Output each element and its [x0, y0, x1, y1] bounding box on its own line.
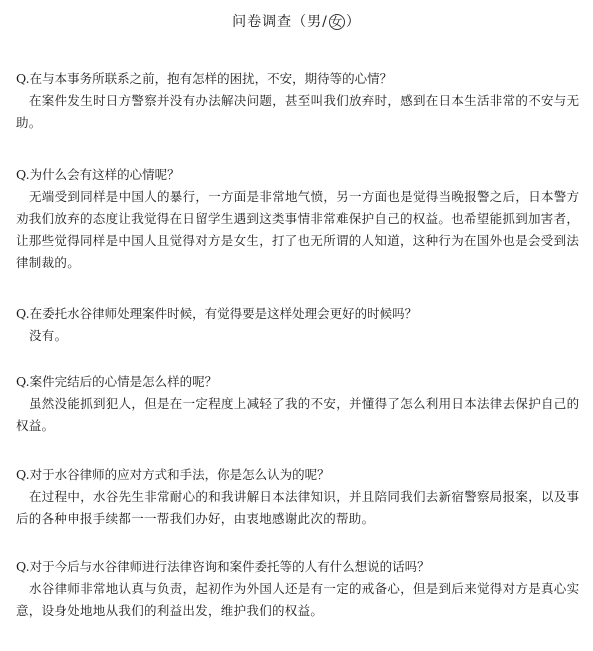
question-2: Q.为什么会有这样的心情呢？ [16, 167, 180, 182]
answer-1: 在案件发生时日方警察并没有办法解决问题，甚至叫我们放弃时，感到在日本生活非常的不安与无助。 [16, 93, 580, 130]
answer-4: 虽然没能抓到犯人，但是在一定程度上减轻了我的不安，并懂得了怎么利用日本法律去保护自己的权益。 [16, 396, 580, 433]
answer-6: 水谷律师非常地认真与负责，起初作为外国人还是有一定的戒备心，但是到后来觉得对方是真心实意，设身处地地从我们的利益出发，维护我们的权益。 [16, 581, 580, 618]
title-open-paren: （男/ [292, 14, 328, 30]
title-text: 问卷调查 [232, 14, 293, 30]
qa-block-1 [16, 68, 581, 134]
answer-2: 无端受到同样是中国人的暴行，一方面是非常地气愤，另一方面也是觉得当晚报警之后，日本警方劝我们放弃的态度让我觉得在日留学生遇到这类事情非常难保护自己的权益。也希望能抓到加害者，让那些觉得同样是中国人且觉得对方是女生，打了也无所谓的人知道，这种行为在国外也是会受到法律制裁的。 [16, 189, 580, 270]
answer-3: 没有。 [29, 328, 68, 343]
page-title [0, 13, 593, 31]
question-5: Q.对于水谷律师的应对方式和手法，你是怎么认为的呢？ [16, 467, 330, 482]
qa-block-2 [16, 164, 581, 274]
title-close-paren: ） [345, 14, 361, 30]
question-4: Q.案件完结后的心情是怎么样的呢？ [16, 374, 218, 389]
qa-block-4 [16, 371, 581, 437]
qa-block-5 [16, 464, 581, 530]
question-1: Q.在与本事务所联系之前，抱有怎样的困扰，不安，期待等的心情？ [16, 71, 393, 86]
answer-5: 在过程中，水谷先生非常耐心的和我讲解日本法律知识，并且陪同我们去新宿警察局报案，以及事后的各种申报手续都一一帮我们办好，由衷地感谢此次的帮助。 [16, 489, 580, 526]
question-3: Q.在委托水谷律师处理案件时候，有觉得要是这样处理会更好的时候吗？ [16, 306, 418, 321]
circled-gender-mark: 女 [330, 15, 344, 29]
qa-block-6 [16, 556, 581, 622]
question-6: Q.对于今后与水谷律师进行法律咨询和案件委托等的人有什么想说的话吗？ [16, 559, 430, 574]
qa-block-3 [16, 303, 581, 347]
